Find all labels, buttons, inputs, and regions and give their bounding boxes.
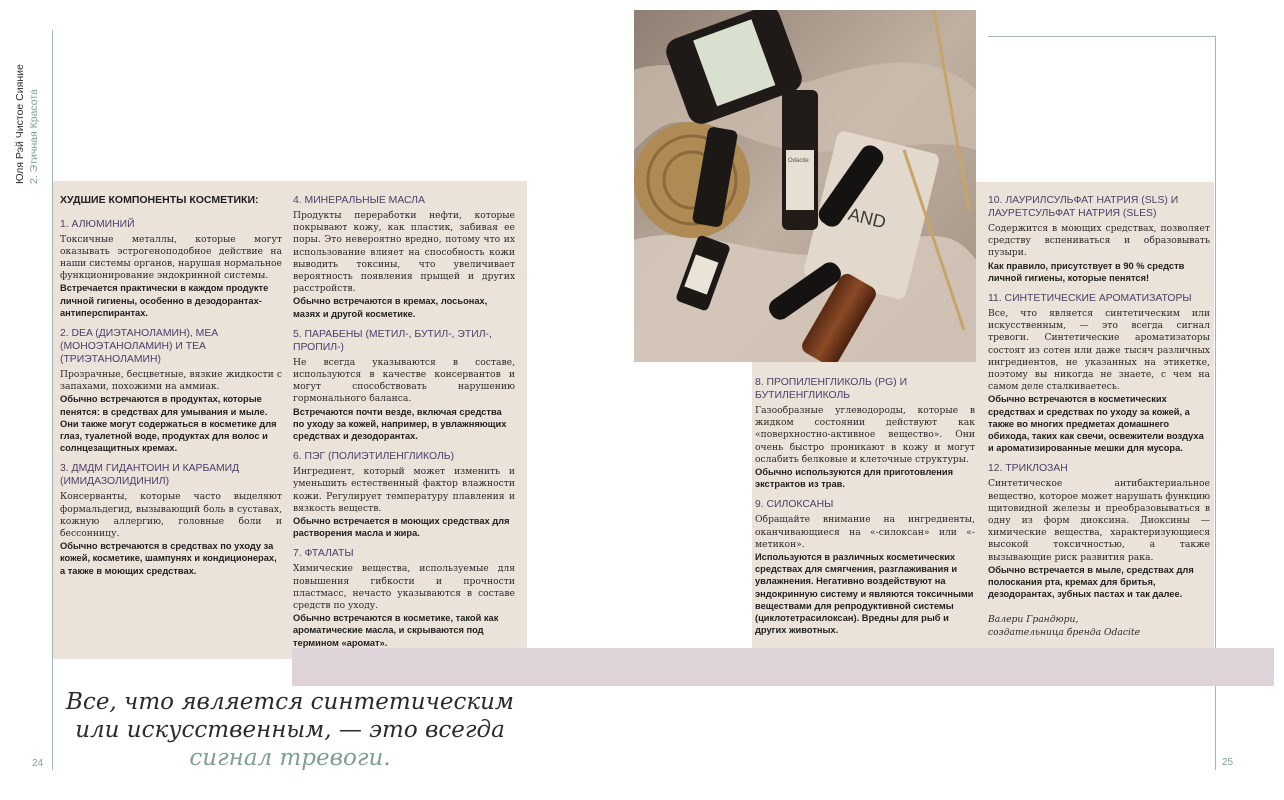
item-title: 12. ТРИКЛОЗАН (988, 463, 1068, 475)
right-column-2 (988, 194, 1210, 639)
item-bold: Обычно встречаются в средствах по уходу за кожей, косметике, шампунях и кондиционерах, а также в моющих средствах. (60, 541, 277, 576)
item-bold: Обычно встречается в мыле, средствах для полоскания рта, кремах для бритья, дезодорантах, зубных пастах и так далее. (988, 564, 1194, 600)
item-title: 11. СИНТЕТИЧЕСКИЕ АРОМАТИЗАТОРЫ (988, 293, 1192, 305)
item-title: 2. DEA (ДИЭТАНОЛАМИН), MEA (МОНОЭТАНОЛАМИН) И TEA (ТРИЭТАНОЛАМИН) (60, 327, 218, 365)
running-chapter: 2. Этичная Красота (28, 89, 40, 184)
bag-label: AND (846, 203, 888, 233)
item-bold: Встречаются почти везде, включая средства по уходу за кожей, например, в увлажняющих средствах и дезодорантах. (293, 406, 507, 442)
item-title: 4. МИНЕРАЛЬНЫЕ МАСЛА (293, 195, 425, 206)
item-title: 1. АЛЮМИНИЙ (60, 218, 135, 230)
item-title: 7. ФТАЛАТЫ (293, 548, 354, 560)
item-text: Химические вещества, используемые для повышения гибкости и прочности пластмасс, нечасто указываются в составе средств по уходу. (293, 563, 515, 612)
item-text: Токсичные металлы, которые могут оказывать эстрогеноподобное действие на наши системы органов, нарушая нормальное функционирование эндокринной системы. (60, 233, 282, 282)
item-text: Не всегда указываются в составе, используются в качестве консервантов и могут способствовать нарушению гормонального баланса. (293, 356, 515, 405)
item-text: Синтетическое антибактериальное вещество, которое может нарушать функцию щитовидной железы и преобразовываться в одну из форм диоксина. Диоксины — химические вещества, характеризующиеся высокой токсичностью, а также вызывающие риск развития рака. (988, 478, 1210, 563)
item-title: 6. ПЭГ (ПОЛИЭТИЛЕНГЛИКОЛЬ) (293, 451, 455, 463)
signature (988, 614, 1210, 638)
item-title: 9. СИЛОКСАНЫ (755, 499, 834, 511)
pull-quote-highlight: сигнал тревоги. (189, 745, 391, 771)
left-column-1 (60, 194, 282, 577)
pull-quote (60, 688, 520, 772)
item-title: 5. ПАРАБЕНЫ (МЕТИЛ-, БУТИЛ-, ЭТИЛ-, ПРОПИЛ-) (293, 328, 492, 353)
item-text: Прозрачные, бесцветные, вязкие жидкости с запахами, похожими на аммиак. (60, 368, 282, 393)
product-photo (634, 10, 976, 362)
running-author-title: Юля Рэй Чистое Сияние (14, 64, 26, 184)
item-title: 8. ПРОПИЛЕНГЛИКОЛЬ (PG) И БУТИЛЕНГЛИКОЛЬ (755, 377, 908, 401)
item-text: Все, что является синтетическим или искусственным, — это всегда сигнал тревоги. Синтетические ароматизаторы состоят из сотен или даже тысяч различных ингредиентов, не указанных на этикетке, поэтому вы никогда не знаете, с чем на самом деле сталкиваетесь. (988, 308, 1210, 393)
left-column-2 (293, 194, 515, 649)
item-bold: Обычно встречается в моющих средствах для растворения масла и жира. (293, 516, 510, 539)
page-number-left: 24 (32, 758, 44, 769)
item-title: 3. ДМДМ ГИДАНТОИН И КАРБАМИД (ИМИДАЗОЛИДИНИЛ) (60, 463, 240, 488)
item-bold: Обычно встречаются в косметических средствах и средствах по уходу за кожей, а также во многих предметах домашнего обихода, таких как свечи, освежители воздуха и ароматизированные мешки для мусора. (988, 394, 1204, 454)
item-title: 10. ЛАУРИЛСУЛЬФАТ НАТРИЯ (SLS) И ЛАУРЕТСУЛЬФАТ НАТРИЯ (SLES) (988, 195, 1179, 219)
signature-role: создательница бренда Odacite (988, 626, 1141, 638)
item-text: Газообразные углеводороды, которые в жидком состоянии действуют как «поверхностно-активное вещество». Они очень быстро проникают в кожу и могут ослабить белковые и клеточные структуры. (755, 405, 975, 465)
item-bold: Как правило, присутствует в 90 % средств личной гигиены, которые пенятся! (988, 260, 1185, 283)
item-text: Содержится в моющих средствах, позволяет средству вспениваться и образовывать пузыри. (988, 223, 1210, 259)
item-text: Консерванты, которые часто выделяют формальдегид, вызывающий боль в суставах, кожную аллергию, головные боли и бессонницу. (60, 491, 282, 539)
page-number-right: 25 (1222, 757, 1234, 768)
right-column-1 (755, 376, 975, 636)
item-bold: Используются в различных косметических средствах для смягчения, разглаживания и увлажнения. Негативно воздействуют на эндокринную систему и являются токсичными веществами для репродуктивной системы (циклотетрасилоксан). Вредны для рыб и других животных. (755, 552, 974, 636)
pull-quote-line2: или искусственным, — это всегда (75, 717, 505, 743)
signature-name: Валери Грандюри, (988, 614, 1079, 626)
decorative-band (292, 648, 1274, 686)
running-header (14, 34, 40, 184)
pull-quote-line1: Все, что является синтетическим (66, 689, 514, 715)
item-text: Ингредиент, который может изменить и уменьшить естественный фактор влажности кожи. Регулирует температуру плавления и вязкость веществ. (293, 466, 515, 514)
top-right-rule (988, 36, 1216, 37)
item-text: Обращайте внимание на ингредиенты, оканчивающиеся на «-силоксан» или «-метикон». (755, 514, 975, 550)
bottle-label: Odacite (788, 158, 809, 164)
item-bold: Обычно используются для приготовления экстрактов из трав. (755, 467, 954, 490)
item-bold: Встречается практически в каждом продукте личной гигиены, особенно в дезодорантах-антиперспирантах. (60, 283, 269, 318)
item-bold: Обычно встречаются в кремах, лосьонах, мазях и другой косметике. (293, 296, 488, 319)
section-heading: ХУДШИЕ КОМПОНЕНТЫ КОСМЕТИКИ: (60, 194, 259, 206)
item-text: Продукты переработки нефти, которые покрывают кожу, как пластик, забивая ее поры. Это невероятно вредно, потому что их использование влияет на способность кожи выводить токсины, что увеличивает вероятность появления прыщей и других расстройств. (293, 210, 515, 295)
item-bold: Обычно встречаются в продуктах, которые пенятся: в средствах для умывания и мыле. Они также могут содержаться в косметике для глаз, туалетной воде, продуктах для волос и солнцезащитных кремах. (60, 394, 277, 454)
item-bold: Обычно встречаются в косметике, такой как ароматические масла, и скрываются под термином «аромат». (293, 613, 499, 648)
